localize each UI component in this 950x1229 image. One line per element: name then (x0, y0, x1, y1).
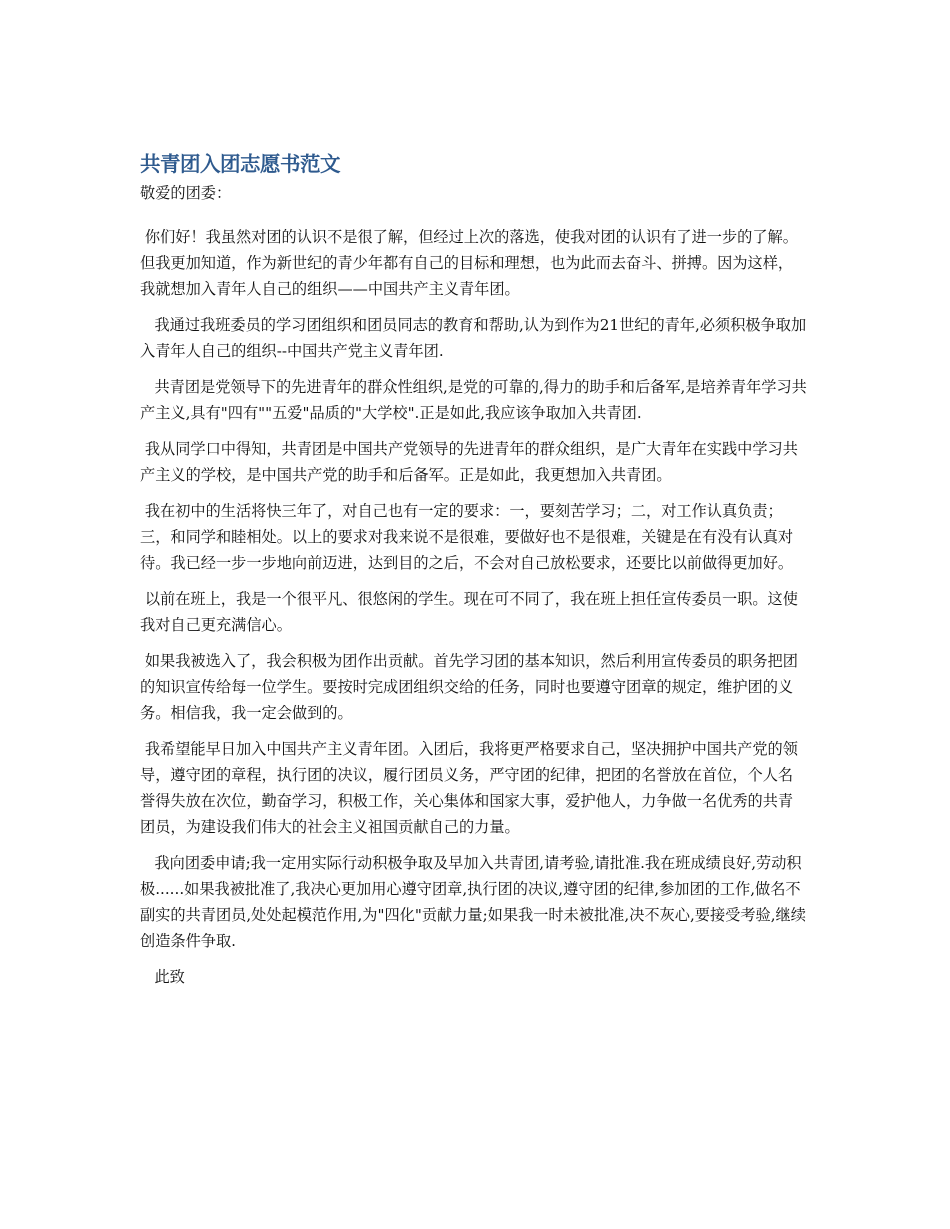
paragraph-1: 你们好！我虽然对团的认识不是很了解，但经过上次的落选，使我对团的认识有了进一步的了解。但我更加知道，作为新世纪的青少年都有自己的目标和理想，也为此而去奋斗、拼搏。因为这样，我就想加入青年人自己的组织——中国共产主义青年团。 (140, 228, 798, 298)
document-title: 共青团入团志愿书范文 (140, 152, 340, 176)
paragraph-9: 我向团委申请;我一定用实际行动积极争取及早加入共青团,请考验,请批准.我在班成绩良好,劳动积极......如果我被批准了,我决心更加用心遵守团章,执行团的决议,遵守团的纪律,参加团的工作,做名不副实的共青团员,处处起模范作用,为"四化"贡献力量;如果我一时未被批准,决不灰心,要接受考验,继续创造条件争取. (140, 854, 806, 950)
document-page (140, 150, 808, 990)
paragraph-7: 如果我被选入了，我会积极为团作出贡献。首先学习团的基本知识，然后利用宣传委员的职务把团的知识宣传给每一位学生。要按时完成团组织交给的任务，同时也要遵守团章的规定，维护团的义务。相信我，我一定会做到的。 (140, 652, 798, 722)
paragraph-3: 共青团是党领导下的先进青年的群众性组织,是党的可靠的,得力的助手和后备军,是培养青年学习共产主义,具有"四有""五爱"品质的"大学校".正是如此,我应该争取加入共青团. (140, 378, 807, 422)
paragraph-4: 我从同学口中得知，共青团是中国共产党领导的先进青年的群众组织，是广大青年在实践中学习共产主义的学校，是中国共产党的助手和后备军。正是如此，我更想加入共青团。 (140, 440, 798, 484)
paragraph-5: 我在初中的生活将快三年了，对自己也有一定的要求：一，要刻苦学习；二，对工作认真负责；三，和同学和睦相处。以上的要求对我来说不是很难，要做好也不是很难，关键是在有没有认真对待。我已经一步一步地向前迈进，达到目的之后，不会对自己放松要求，还要比以前做得更加好。 (140, 502, 794, 572)
paragraph-2: 我通过我班委员的学习团组织和团员同志的教育和帮助,认为到作为21世纪的青年,必须积极争取加入青年人自己的组织--中国共产党主义青年团. (140, 316, 807, 360)
paragraph-6: 以前在班上，我是一个很平凡、很悠闲的学生。现在可不同了，我在班上担任宣传委员一职。这使我对自己更充满信心。 (140, 590, 798, 634)
paragraph-8: 我希望能早日加入中国共产主义青年团。入团后，我将更严格要求自己，坚决拥护中国共产党的领导，遵守团的章程，执行团的决议，履行团员义务，严守团的纪律，把团的名誉放在首位，个人名誉得失放在次位，勤奋学习，积极工作，关心集体和国家大事，爱护他人，力争做一名优秀的共青团员，为建设我们伟大的社会主义祖国贡献自己的力量。 (140, 740, 798, 836)
salutation: 敬爱的团委： (140, 184, 232, 202)
closing-text: 此致 (140, 968, 185, 986)
